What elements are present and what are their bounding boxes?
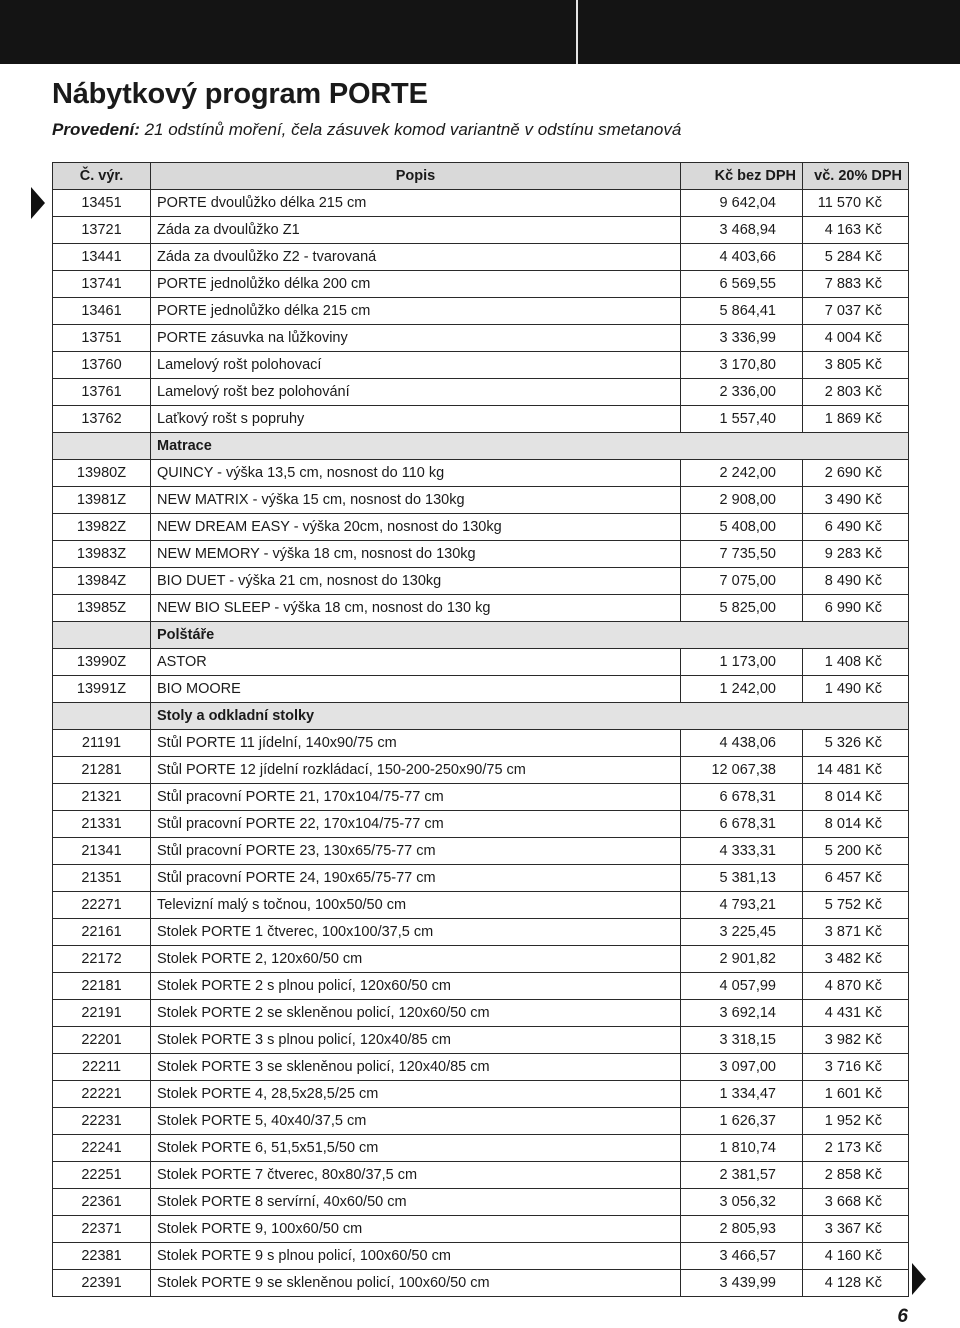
price-ex-vat: 6 569,55: [681, 271, 803, 298]
header-price-inc-vat: vč. 20% DPH: [803, 163, 909, 190]
subtitle: [52, 120, 681, 140]
table-row: [53, 1081, 909, 1108]
product-code: 21331: [53, 811, 151, 838]
table-row: [53, 1000, 909, 1027]
price-inc-vat: 6 457 Kč: [803, 865, 909, 892]
product-description: Laťkový rošt s popruhy: [151, 406, 681, 433]
table-row: [53, 784, 909, 811]
price-ex-vat: 7 735,50: [681, 541, 803, 568]
price-inc-vat: 2 690 Kč: [803, 460, 909, 487]
price-inc-vat: 5 284 Kč: [803, 244, 909, 271]
product-description: Stolek PORTE 6, 51,5x51,5/50 cm: [151, 1135, 681, 1162]
table-row: [53, 487, 909, 514]
product-description: Stolek PORTE 9, 100x60/50 cm: [151, 1216, 681, 1243]
price-ex-vat: 3 336,99: [681, 325, 803, 352]
table-row: [53, 1216, 909, 1243]
table-row: [53, 406, 909, 433]
section-title: Stoly a odkladní stolky: [151, 703, 909, 730]
price-ex-vat: 3 439,99: [681, 1270, 803, 1297]
price-inc-vat: 11 570 Kč: [803, 190, 909, 217]
table-row: [53, 1243, 909, 1270]
table-row: [53, 1162, 909, 1189]
price-ex-vat: 2 381,57: [681, 1162, 803, 1189]
product-code: 13451: [53, 190, 151, 217]
product-code: 22251: [53, 1162, 151, 1189]
price-inc-vat: 6 490 Kč: [803, 514, 909, 541]
table-row: [53, 676, 909, 703]
section-spacer-cell: [53, 622, 151, 649]
price-ex-vat: 4 403,66: [681, 244, 803, 271]
price-inc-vat: 3 482 Kč: [803, 946, 909, 973]
price-ex-vat: 2 901,82: [681, 946, 803, 973]
price-ex-vat: 3 170,80: [681, 352, 803, 379]
price-inc-vat: 7 883 Kč: [803, 271, 909, 298]
table-row: [53, 973, 909, 1000]
price-inc-vat: 3 490 Kč: [803, 487, 909, 514]
price-inc-vat: 9 283 Kč: [803, 541, 909, 568]
product-description: Lamelový rošt bez polohování: [151, 379, 681, 406]
price-inc-vat: 3 668 Kč: [803, 1189, 909, 1216]
product-code: 22191: [53, 1000, 151, 1027]
table-row: [53, 460, 909, 487]
product-code: 22181: [53, 973, 151, 1000]
section-header-row: [53, 703, 909, 730]
table-row: [53, 271, 909, 298]
price-ex-vat: 4 793,21: [681, 892, 803, 919]
product-code: 13985Z: [53, 595, 151, 622]
price-inc-vat: 1 601 Kč: [803, 1081, 909, 1108]
section-header-row: [53, 622, 909, 649]
price-ex-vat: 3 056,32: [681, 1189, 803, 1216]
price-inc-vat: 3 805 Kč: [803, 352, 909, 379]
product-code: 13761: [53, 379, 151, 406]
top-bar: [0, 0, 960, 64]
price-inc-vat: 2 173 Kč: [803, 1135, 909, 1162]
product-code: 22211: [53, 1054, 151, 1081]
price-ex-vat: 6 678,31: [681, 784, 803, 811]
price-inc-vat: 4 004 Kč: [803, 325, 909, 352]
price-ex-vat: 4 057,99: [681, 973, 803, 1000]
price-ex-vat: 2 242,00: [681, 460, 803, 487]
product-description: Stolek PORTE 2 se skleněnou policí, 120x60/50 cm: [151, 1000, 681, 1027]
price-ex-vat: 3 468,94: [681, 217, 803, 244]
price-inc-vat: 5 752 Kč: [803, 892, 909, 919]
product-description: PORTE dvoulůžko délka 215 cm: [151, 190, 681, 217]
table-row: [53, 325, 909, 352]
product-description: Stolek PORTE 2 s plnou policí, 120x60/50 cm: [151, 973, 681, 1000]
price-ex-vat: 1 242,00: [681, 676, 803, 703]
price-inc-vat: 5 200 Kč: [803, 838, 909, 865]
product-code: 21351: [53, 865, 151, 892]
product-code: 13990Z: [53, 649, 151, 676]
product-code: 22172: [53, 946, 151, 973]
price-ex-vat: 4 333,31: [681, 838, 803, 865]
price-inc-vat: 4 128 Kč: [803, 1270, 909, 1297]
product-description: Stůl pracovní PORTE 21, 170x104/75-77 cm: [151, 784, 681, 811]
price-inc-vat: 3 716 Kč: [803, 1054, 909, 1081]
product-description: Stolek PORTE 7 čtverec, 80x80/37,5 cm: [151, 1162, 681, 1189]
price-table: [52, 162, 909, 1297]
header-description: Popis: [151, 163, 681, 190]
price-inc-vat: 4 160 Kč: [803, 1243, 909, 1270]
product-description: Záda za dvoulůžko Z1: [151, 217, 681, 244]
product-code: 13982Z: [53, 514, 151, 541]
product-code: 13983Z: [53, 541, 151, 568]
product-code: 13741: [53, 271, 151, 298]
price-inc-vat: 7 037 Kč: [803, 298, 909, 325]
price-ex-vat: 1 173,00: [681, 649, 803, 676]
table-row: [53, 811, 909, 838]
price-inc-vat: 2 858 Kč: [803, 1162, 909, 1189]
top-bar-divider: [576, 0, 578, 64]
table-row: [53, 379, 909, 406]
product-description: Lamelový rošt polohovací: [151, 352, 681, 379]
header-price-ex-vat: Kč bez DPH: [681, 163, 803, 190]
price-ex-vat: 5 864,41: [681, 298, 803, 325]
table-row: [53, 946, 909, 973]
table-row: [53, 190, 909, 217]
price-inc-vat: 8 014 Kč: [803, 811, 909, 838]
section-spacer-cell: [53, 433, 151, 460]
product-description: NEW MATRIX - výška 15 cm, nosnost do 130kg: [151, 487, 681, 514]
price-inc-vat: 6 990 Kč: [803, 595, 909, 622]
price-inc-vat: 5 326 Kč: [803, 730, 909, 757]
price-ex-vat: 2 805,93: [681, 1216, 803, 1243]
product-description: ASTOR: [151, 649, 681, 676]
price-ex-vat: 3 097,00: [681, 1054, 803, 1081]
table-row: [53, 352, 909, 379]
product-code: 22391: [53, 1270, 151, 1297]
product-description: Stolek PORTE 1 čtverec, 100x100/37,5 cm: [151, 919, 681, 946]
product-description: Stůl pracovní PORTE 22, 170x104/75-77 cm: [151, 811, 681, 838]
table-header-row: [53, 163, 909, 190]
product-code: 21321: [53, 784, 151, 811]
price-ex-vat: 3 466,57: [681, 1243, 803, 1270]
product-description: QUINCY - výška 13,5 cm, nosnost do 110 kg: [151, 460, 681, 487]
price-inc-vat: 4 163 Kč: [803, 217, 909, 244]
play-arrow-icon: [912, 1263, 926, 1295]
product-code: 22221: [53, 1081, 151, 1108]
price-ex-vat: 1 626,37: [681, 1108, 803, 1135]
subtitle-label: Provedení:: [52, 120, 140, 139]
page-title: Nábytkový program PORTE: [52, 78, 428, 110]
table-row: [53, 865, 909, 892]
price-inc-vat: 1 490 Kč: [803, 676, 909, 703]
product-description: Stolek PORTE 5, 40x40/37,5 cm: [151, 1108, 681, 1135]
price-ex-vat: 5 408,00: [681, 514, 803, 541]
product-code: 13721: [53, 217, 151, 244]
table-row: [53, 298, 909, 325]
price-ex-vat: 5 825,00: [681, 595, 803, 622]
product-code: 21281: [53, 757, 151, 784]
table-row: [53, 892, 909, 919]
table-row: [53, 1270, 909, 1297]
price-inc-vat: 8 490 Kč: [803, 568, 909, 595]
product-description: Stolek PORTE 3 s plnou policí, 120x40/85 cm: [151, 1027, 681, 1054]
price-inc-vat: 1 952 Kč: [803, 1108, 909, 1135]
table-row: [53, 838, 909, 865]
product-code: 13762: [53, 406, 151, 433]
price-ex-vat: 1 334,47: [681, 1081, 803, 1108]
product-description: Stůl PORTE 12 jídelní rozkládací, 150-200-250x90/75 cm: [151, 757, 681, 784]
product-code: 21191: [53, 730, 151, 757]
product-code: 13991Z: [53, 676, 151, 703]
subtitle-text: 21 odstínů moření, čela zásuvek komod variantně v odstínu smetanová: [144, 120, 682, 139]
product-description: Stůl PORTE 11 jídelní, 140x90/75 cm: [151, 730, 681, 757]
table-row: [53, 1189, 909, 1216]
product-description: Záda za dvoulůžko Z2 - tvarovaná: [151, 244, 681, 271]
section-title: Polštáře: [151, 622, 909, 649]
section-title: Matrace: [151, 433, 909, 460]
product-description: PORTE zásuvka na lůžkoviny: [151, 325, 681, 352]
product-description: Stolek PORTE 2, 120x60/50 cm: [151, 946, 681, 973]
price-inc-vat: 14 481 Kč: [803, 757, 909, 784]
product-code: 22271: [53, 892, 151, 919]
price-ex-vat: 3 318,15: [681, 1027, 803, 1054]
product-code: 22241: [53, 1135, 151, 1162]
price-ex-vat: 3 225,45: [681, 919, 803, 946]
price-inc-vat: 3 871 Kč: [803, 919, 909, 946]
price-ex-vat: 5 381,13: [681, 865, 803, 892]
product-description: Televizní malý s točnou, 100x50/50 cm: [151, 892, 681, 919]
product-code: 22381: [53, 1243, 151, 1270]
product-description: Stolek PORTE 3 se skleněnou policí, 120x40/85 cm: [151, 1054, 681, 1081]
table-row: [53, 1027, 909, 1054]
product-code: 13981Z: [53, 487, 151, 514]
price-ex-vat: 6 678,31: [681, 811, 803, 838]
product-description: PORTE jednolůžko délka 200 cm: [151, 271, 681, 298]
table-row: [53, 568, 909, 595]
table-row: [53, 1054, 909, 1081]
table-row: [53, 1135, 909, 1162]
product-code: 22231: [53, 1108, 151, 1135]
price-inc-vat: 2 803 Kč: [803, 379, 909, 406]
header-code: Č. výr.: [53, 163, 151, 190]
table-row: [53, 244, 909, 271]
play-arrow-icon: [31, 187, 45, 219]
product-description: NEW BIO SLEEP - výška 18 cm, nosnost do 130 kg: [151, 595, 681, 622]
price-inc-vat: 3 367 Kč: [803, 1216, 909, 1243]
product-code: 13441: [53, 244, 151, 271]
price-inc-vat: 8 014 Kč: [803, 784, 909, 811]
price-ex-vat: 3 692,14: [681, 1000, 803, 1027]
section-header-row: [53, 433, 909, 460]
product-code: 13751: [53, 325, 151, 352]
price-inc-vat: 4 431 Kč: [803, 1000, 909, 1027]
table-row: [53, 730, 909, 757]
price-ex-vat: 2 336,00: [681, 379, 803, 406]
product-code: 22161: [53, 919, 151, 946]
product-code: 22201: [53, 1027, 151, 1054]
product-code: 13984Z: [53, 568, 151, 595]
product-code: 22371: [53, 1216, 151, 1243]
price-ex-vat: 4 438,06: [681, 730, 803, 757]
product-description: Stolek PORTE 8 servírní, 40x60/50 cm: [151, 1189, 681, 1216]
price-inc-vat: 1 408 Kč: [803, 649, 909, 676]
product-code: 13980Z: [53, 460, 151, 487]
price-inc-vat: 1 869 Kč: [803, 406, 909, 433]
page-number: 6: [897, 1306, 908, 1327]
table-row: [53, 649, 909, 676]
section-spacer-cell: [53, 703, 151, 730]
product-code: 13461: [53, 298, 151, 325]
table-row: [53, 595, 909, 622]
product-code: 21341: [53, 838, 151, 865]
price-inc-vat: 3 982 Kč: [803, 1027, 909, 1054]
table-row: [53, 514, 909, 541]
table-row: [53, 757, 909, 784]
product-description: Stolek PORTE 9 se skleněnou policí, 100x60/50 cm: [151, 1270, 681, 1297]
product-description: Stolek PORTE 4, 28,5x28,5/25 cm: [151, 1081, 681, 1108]
table-row: [53, 541, 909, 568]
product-description: Stolek PORTE 9 s plnou policí, 100x60/50 cm: [151, 1243, 681, 1270]
product-description: BIO MOORE: [151, 676, 681, 703]
price-ex-vat: 1 557,40: [681, 406, 803, 433]
product-description: NEW MEMORY - výška 18 cm, nosnost do 130kg: [151, 541, 681, 568]
product-code: 22361: [53, 1189, 151, 1216]
product-code: 13760: [53, 352, 151, 379]
product-description: Stůl pracovní PORTE 24, 190x65/75-77 cm: [151, 865, 681, 892]
price-ex-vat: 7 075,00: [681, 568, 803, 595]
price-ex-vat: 12 067,38: [681, 757, 803, 784]
product-description: NEW DREAM EASY - výška 20cm, nosnost do 130kg: [151, 514, 681, 541]
table-row: [53, 919, 909, 946]
product-description: BIO DUET - výška 21 cm, nosnost do 130kg: [151, 568, 681, 595]
price-ex-vat: 1 810,74: [681, 1135, 803, 1162]
product-description: Stůl pracovní PORTE 23, 130x65/75-77 cm: [151, 838, 681, 865]
price-ex-vat: 9 642,04: [681, 190, 803, 217]
product-description: PORTE jednolůžko délka 215 cm: [151, 298, 681, 325]
price-inc-vat: 4 870 Kč: [803, 973, 909, 1000]
table-row: [53, 1108, 909, 1135]
table-row: [53, 217, 909, 244]
price-ex-vat: 2 908,00: [681, 487, 803, 514]
